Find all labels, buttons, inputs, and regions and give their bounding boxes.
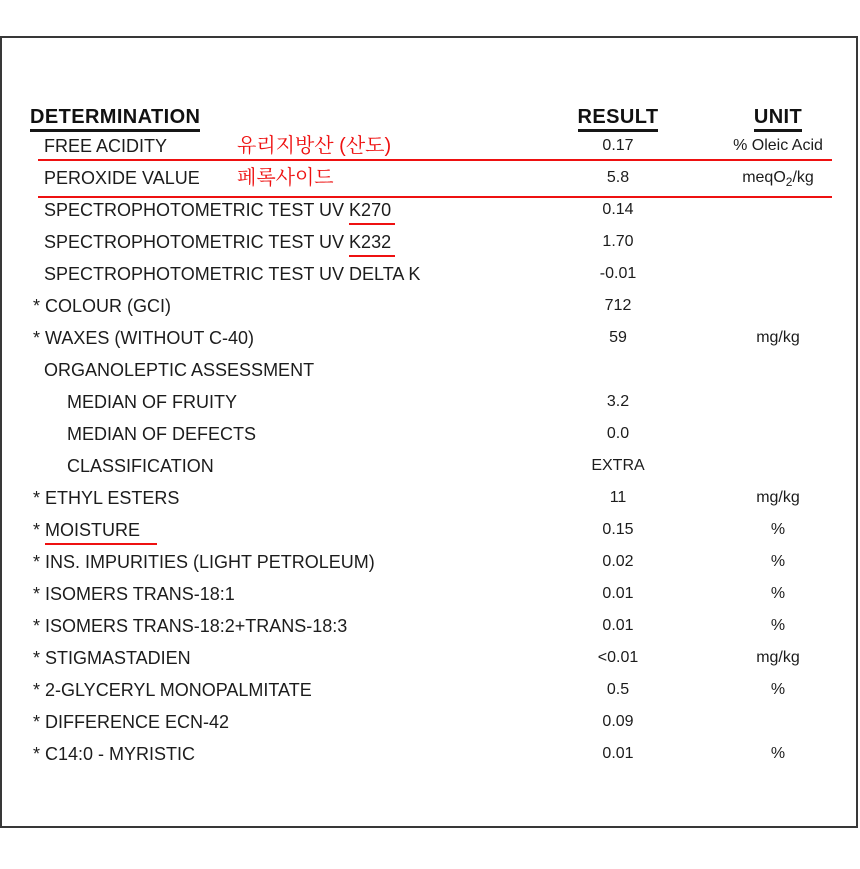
row-result: 0.09 (602, 713, 634, 730)
row-label: * STIGMASTADIEN (33, 648, 191, 668)
korean-annotation-peroxide: 페록사이드 (237, 167, 334, 189)
row-label: ORGANOLEPTIC ASSESSMENT (44, 360, 315, 380)
row-result: 0.14 (602, 201, 634, 218)
table-row-stigmastadien (0, 642, 860, 674)
row-result: 0.15 (602, 521, 634, 538)
table-row-ins-impurities (0, 546, 860, 578)
row-label: * ETHYL ESTERS (33, 488, 180, 508)
row-unit: mg/kg (756, 489, 800, 506)
label-text: SPECTROPHOTOMETRIC TEST UV (44, 200, 350, 220)
row-unit (700, 162, 856, 198)
row-result: 0.01 (602, 585, 634, 602)
row-label: * INS. IMPURITIES (LIGHT PETROLEUM) (33, 552, 375, 572)
row-unit: % Oleic Acid (733, 137, 823, 154)
label-text: * (33, 520, 46, 540)
table-row-median-of-fruity (0, 386, 860, 418)
table-row-c14-0-myristic (0, 738, 860, 770)
row-label: MEDIAN OF DEFECTS (67, 424, 257, 444)
table-row-moisture (0, 514, 860, 546)
row-result: 712 (604, 297, 632, 314)
table-row-colour-gci (0, 290, 860, 322)
row-label: * 2-GLYCERYL MONOPALMITATE (33, 680, 312, 700)
row-result: 11 (609, 489, 627, 506)
row-label: PEROXIDE VALUE (44, 168, 200, 188)
row-unit: % (770, 521, 786, 538)
table-row-uv-k232 (0, 226, 860, 258)
row-label (44, 194, 395, 226)
row-result: 0.0 (606, 425, 630, 442)
table-row-2-glyceryl-monopalmitate (0, 674, 860, 706)
row-label: * ISOMERS TRANS-18:2+TRANS-18:3 (33, 616, 348, 636)
unit-prefix: meqO (742, 169, 786, 186)
row-label (33, 514, 157, 546)
row-unit: % (770, 681, 786, 698)
row-result: 0.01 (602, 745, 634, 762)
row-label (44, 226, 395, 258)
table-row-organoleptic-assessment (0, 354, 860, 386)
header-result-label: RESULT (578, 106, 659, 132)
row-label: * COLOUR (GCI) (33, 296, 172, 316)
row-label: FREE ACIDITY (44, 136, 168, 156)
row-label: * C14:0 - MYRISTIC (33, 744, 196, 764)
row-result: 5.8 (606, 169, 630, 186)
row-label: MEDIAN OF FRUITY (67, 392, 237, 412)
table-row-isomers-trans-18-1 (0, 578, 860, 610)
row-result: 0.17 (602, 137, 634, 154)
header-unit-label: UNIT (754, 106, 802, 132)
table-row-uv-delta-k (0, 258, 860, 290)
row-label: * ISOMERS TRANS-18:1 (33, 584, 235, 604)
table-row-ethyl-esters (0, 482, 860, 514)
korean-annotation-free-acidity: 유리지방산 (산도) (237, 135, 392, 157)
row-label: * DIFFERENCE ECN-42 (33, 712, 230, 732)
row-result: 1.70 (602, 233, 634, 250)
row-unit: % (770, 553, 786, 570)
row-label: CLASSIFICATION (67, 456, 214, 476)
unit-subscript: 2 (785, 175, 793, 189)
table-row-uv-k270 (0, 194, 860, 226)
row-unit: % (770, 745, 786, 762)
table-row-free-acidity (0, 130, 860, 162)
label-red-underlined-text: K270 (349, 200, 395, 225)
label-red-underlined-text: K232 (349, 232, 395, 257)
label-red-underlined-text: MOISTURE (45, 520, 157, 545)
table-row-difference-ecn-42 (0, 706, 860, 738)
table-row-waxes (0, 322, 860, 354)
row-result: 59 (609, 329, 627, 346)
row-result: 3.2 (606, 393, 630, 410)
table-header-row (0, 102, 860, 132)
table-row-median-of-defects (0, 418, 860, 450)
table-row-isomers-trans-18-2-3 (0, 610, 860, 642)
row-result: -0.01 (599, 265, 637, 282)
row-unit: % (770, 617, 786, 634)
row-label: * WAXES (WITHOUT C-40) (33, 328, 255, 348)
label-text: SPECTROPHOTOMETRIC TEST UV (44, 232, 350, 252)
table-row-classification (0, 450, 860, 482)
row-result: <0.01 (597, 649, 639, 666)
red-annotation-line-free-acidity (38, 159, 832, 161)
row-result: EXTRA (591, 457, 645, 474)
row-unit: % (770, 585, 786, 602)
table-row-peroxide-value (0, 162, 860, 194)
unit-suffix: /kg (792, 169, 814, 186)
row-unit: mg/kg (756, 649, 800, 666)
header-determination-label: DETERMINATION (30, 106, 200, 132)
row-label: SPECTROPHOTOMETRIC TEST UV DELTA K (44, 264, 421, 284)
row-result: 0.5 (606, 681, 630, 698)
row-unit: mg/kg (756, 329, 800, 346)
row-result: 0.01 (602, 617, 634, 634)
row-result: 0.02 (602, 553, 634, 570)
